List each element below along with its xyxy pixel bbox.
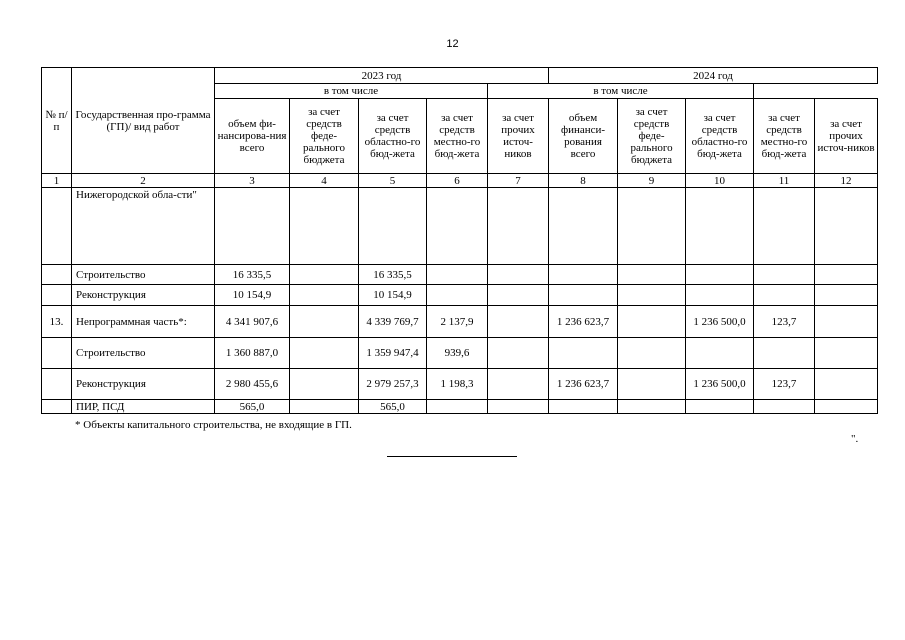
cell-reg-2023: 10 154,9: [359, 285, 427, 306]
cell-loc-2023: 1 198,3: [427, 369, 488, 400]
header-fed-2023: за счет средств феде-рального бюджета: [290, 99, 359, 174]
table-row: [42, 338, 878, 369]
header-reg-2024: за счет средств областно-го бюд-жета: [686, 99, 754, 174]
cell-fed-2023: [290, 265, 359, 285]
cell-loc-2024: [754, 400, 815, 414]
row-name: Строительство: [72, 265, 215, 285]
col-number: 12: [815, 174, 878, 188]
page-number: 12: [446, 38, 459, 50]
cell-fed-2023: [290, 188, 359, 265]
col-number: 1: [42, 174, 72, 188]
cell-oth-2023: [488, 265, 549, 285]
cell-oth-2023: [488, 400, 549, 414]
signature-rule: [387, 456, 517, 457]
cell-oth-2023: [488, 188, 549, 265]
row-num: 13.: [42, 306, 72, 338]
cell-oth-2023: [488, 338, 549, 369]
cell-fed-2024: [618, 285, 686, 306]
cell-reg-2024: [686, 265, 754, 285]
cell-vol-2024: [549, 400, 618, 414]
header-vol-2023: объем фи-нансирова-ния всего: [215, 99, 290, 174]
cell-oth-2024: [815, 338, 878, 369]
cell-reg-2023: 565,0: [359, 400, 427, 414]
header-program: Государственная про-грамма (ГП)/ вид работ: [72, 68, 215, 174]
cell-fed-2024: [618, 400, 686, 414]
header-incl-2023: в том числе: [215, 84, 488, 99]
header-loc-2024: за счет средств местно-го бюд-жета: [754, 99, 815, 174]
row-num: [42, 285, 72, 306]
header-loc-2023: за счет средств местно-го бюд-жета: [427, 99, 488, 174]
cell-loc-2024: [754, 265, 815, 285]
cell-oth-2023: [488, 285, 549, 306]
cell-reg-2023: [359, 188, 427, 265]
cell-loc-2023: 939,6: [427, 338, 488, 369]
cell-reg-2024: [686, 285, 754, 306]
col-number: 3: [215, 174, 290, 188]
cell-loc-2024: 123,7: [754, 306, 815, 338]
cell-fed-2023: [290, 369, 359, 400]
header-incl-2024: в том числе: [488, 84, 754, 99]
col-number: 7: [488, 174, 549, 188]
header-oth-2024: за счет прочих источ-ников: [815, 99, 878, 174]
cell-fed-2024: [618, 369, 686, 400]
cell-oth-2024: [815, 400, 878, 414]
col-number: 6: [427, 174, 488, 188]
cell-oth-2024: [815, 285, 878, 306]
cell-loc-2023: [427, 265, 488, 285]
cell-reg-2024: [686, 188, 754, 265]
cell-reg-2024: 1 236 500,0: [686, 369, 754, 400]
row-num: [42, 265, 72, 285]
col-number: 11: [754, 174, 815, 188]
header-num: № п/п: [42, 68, 72, 174]
cell-loc-2024: [754, 188, 815, 265]
cell-loc-2024: [754, 285, 815, 306]
col-number: 5: [359, 174, 427, 188]
cell-fed-2023: [290, 306, 359, 338]
col-number: 10: [686, 174, 754, 188]
cell-oth-2024: [815, 369, 878, 400]
table-row: [42, 369, 878, 400]
cell-oth-2024: [815, 188, 878, 265]
cell-vol-2023: [215, 188, 290, 265]
cell-reg-2024: 1 236 500,0: [686, 306, 754, 338]
cell-loc-2023: [427, 400, 488, 414]
cell-reg-2023: 2 979 257,3: [359, 369, 427, 400]
cell-vol-2024: [549, 338, 618, 369]
cell-vol-2023: 10 154,9: [215, 285, 290, 306]
cell-fed-2023: [290, 400, 359, 414]
cell-loc-2023: [427, 188, 488, 265]
header-fed-2024: за счет средств феде-рального бюджета: [618, 99, 686, 174]
cell-fed-2024: [618, 188, 686, 265]
table-row: [42, 306, 878, 338]
cell-fed-2024: [618, 265, 686, 285]
cell-vol-2023: 2 980 455,6: [215, 369, 290, 400]
cell-fed-2024: [618, 338, 686, 369]
cell-vol-2024: [549, 265, 618, 285]
column-number-row: [42, 174, 878, 188]
cell-oth-2023: [488, 306, 549, 338]
closing-quote-mark: ".: [851, 433, 859, 445]
cell-vol-2024: 1 236 623,7: [549, 369, 618, 400]
footnote: * Объекты капитального строительства, не входящие в ГП.: [75, 419, 352, 431]
col-number: 4: [290, 174, 359, 188]
financing-table: [41, 67, 878, 414]
cell-vol-2024: [549, 285, 618, 306]
row-name: Нижегородской обла-сти": [72, 188, 215, 265]
table-row: [42, 188, 878, 265]
cell-oth-2024: [815, 265, 878, 285]
header-oth-2023: за счет прочих источ-ников: [488, 99, 549, 174]
header-year-2023: 2023 год: [215, 68, 549, 84]
cell-reg-2023: 16 335,5: [359, 265, 427, 285]
cell-reg-2023: 1 359 947,4: [359, 338, 427, 369]
cell-fed-2023: [290, 285, 359, 306]
cell-oth-2024: [815, 306, 878, 338]
table-row: [42, 285, 878, 306]
cell-reg-2024: [686, 338, 754, 369]
cell-vol-2023: 565,0: [215, 400, 290, 414]
cell-vol-2024: 1 236 623,7: [549, 306, 618, 338]
cell-vol-2023: 1 360 887,0: [215, 338, 290, 369]
row-num: [42, 400, 72, 414]
cell-loc-2023: 2 137,9: [427, 306, 488, 338]
row-name: Реконструкция: [72, 369, 215, 400]
cell-reg-2024: [686, 400, 754, 414]
cell-loc-2023: [427, 285, 488, 306]
row-name: Реконструкция: [72, 285, 215, 306]
col-number: 2: [72, 174, 215, 188]
header-reg-2023: за счет средств областно-го бюд-жета: [359, 99, 427, 174]
row-name: Непрограммная часть*:: [72, 306, 215, 338]
header-year-2024: 2024 год: [549, 68, 878, 84]
table-row: [42, 400, 878, 414]
cell-vol-2023: 16 335,5: [215, 265, 290, 285]
row-name: Строительство: [72, 338, 215, 369]
cell-loc-2024: 123,7: [754, 369, 815, 400]
row-num: [42, 369, 72, 400]
table-row: [42, 265, 878, 285]
cell-oth-2023: [488, 369, 549, 400]
col-number: 9: [618, 174, 686, 188]
cell-vol-2024: [549, 188, 618, 265]
row-num: [42, 188, 72, 265]
cell-fed-2024: [618, 306, 686, 338]
header-vol-2024: объем финанси-рования всего: [549, 99, 618, 174]
col-number: 8: [549, 174, 618, 188]
row-num: [42, 338, 72, 369]
cell-vol-2023: 4 341 907,6: [215, 306, 290, 338]
row-name: ПИР, ПСД: [72, 400, 215, 414]
cell-loc-2024: [754, 338, 815, 369]
cell-fed-2023: [290, 338, 359, 369]
cell-reg-2023: 4 339 769,7: [359, 306, 427, 338]
